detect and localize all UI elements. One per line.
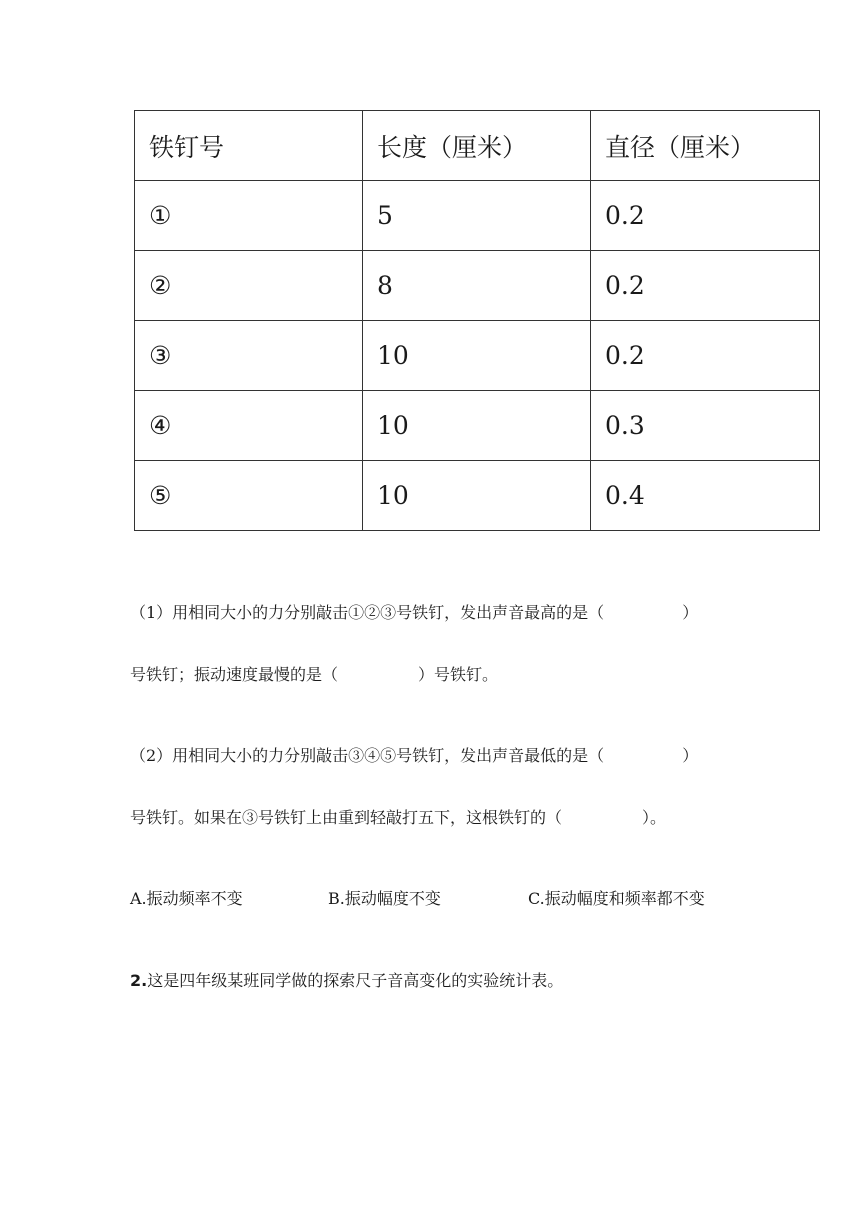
option-b: B.振动幅度不变 (328, 889, 441, 908)
table-cell: 5 (363, 181, 591, 251)
q1-line1-close: ） (682, 603, 699, 622)
table-cell: ② (135, 251, 363, 321)
header-nail-number: 铁钉号 (135, 111, 363, 181)
q2part-line2-b: ）。 (642, 808, 667, 827)
table-cell: ⑤ (135, 461, 363, 531)
table-cell: 0.2 (591, 251, 820, 321)
q2part-line1-text: （2）用相同大小的力分别敲击③④⑤号铁钉，发出声音最低的是（ (130, 746, 605, 765)
table-row (135, 391, 820, 461)
table-cell: 10 (363, 461, 591, 531)
nail-data-table (134, 110, 820, 531)
table-cell: 0.3 (591, 391, 820, 461)
table-cell: 0.2 (591, 181, 820, 251)
table-row (135, 181, 820, 251)
question-2 (130, 968, 563, 991)
table-cell: 0.4 (591, 461, 820, 531)
table-row (135, 321, 820, 391)
question-2-text: 这是四年级某班同学做的探索尺子音高变化的实验统计表。 (147, 971, 564, 990)
table-cell: 8 (363, 251, 591, 321)
q1-line2 (130, 662, 498, 685)
header-length: 长度（厘米） (363, 111, 591, 181)
q2part-line2 (130, 805, 666, 828)
q1-line1 (130, 600, 698, 623)
table-cell: ③ (135, 321, 363, 391)
table-cell: 0.2 (591, 321, 820, 391)
option-a: A.振动频率不变 (130, 889, 243, 908)
q2part-line2-a: 号铁钉。如果在③号铁钉上由重到轻敲打五下，这根铁钉的（ (130, 808, 563, 827)
table-cell: ④ (135, 391, 363, 461)
q2part-line1 (130, 743, 698, 766)
q2part-line1-close: ） (682, 746, 699, 765)
table-header-row (135, 111, 820, 181)
question-2-number: 2. (130, 971, 148, 990)
table-row (135, 461, 820, 531)
option-c: C.振动幅度和频率都不变 (528, 889, 705, 908)
q1-line2-a: 号铁钉；振动速度最慢的是（ (130, 665, 339, 684)
table-cell: 10 (363, 391, 591, 461)
q1-line2-b: ）号铁钉。 (418, 665, 499, 684)
q1-line1-text: （1）用相同大小的力分别敲击①②③号铁钉，发出声音最高的是（ (130, 603, 605, 622)
table-cell: 10 (363, 321, 591, 391)
table-row (135, 251, 820, 321)
table-cell: ① (135, 181, 363, 251)
header-diameter: 直径（厘米） (591, 111, 820, 181)
